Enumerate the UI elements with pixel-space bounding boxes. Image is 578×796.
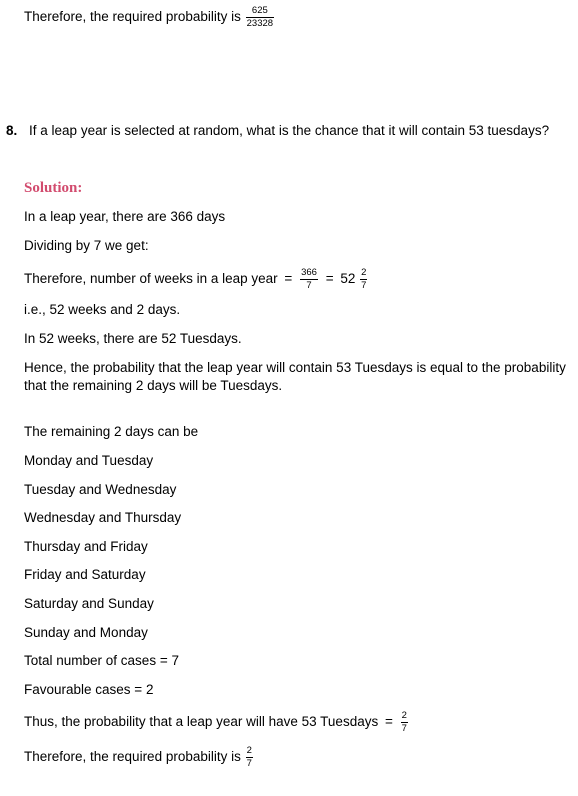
fraction-denominator: 7 bbox=[401, 723, 407, 734]
final-text: Therefore, the required probability is bbox=[24, 749, 241, 765]
fraction-denominator: 23328 bbox=[246, 18, 274, 29]
text-line-1: In a leap year, there are 366 days bbox=[24, 209, 226, 224]
list-item: Wednesday and Thursday bbox=[24, 510, 182, 525]
text-line-5: In 52 weeks, there are 52 Tuesdays. bbox=[24, 331, 242, 346]
thus-fraction bbox=[401, 711, 408, 734]
fraction-denominator: 7 bbox=[361, 280, 367, 291]
list-item: Thursday and Friday bbox=[24, 539, 148, 554]
mixed-whole: 52 bbox=[340, 271, 356, 287]
favourable-cases: Favourable cases = 2 bbox=[24, 682, 154, 697]
list-item: Saturday and Sunday bbox=[24, 596, 154, 611]
final-fraction bbox=[246, 746, 253, 769]
fraction-denominator: 7 bbox=[246, 758, 252, 769]
equals-sign: = bbox=[384, 714, 393, 730]
question-text: If a leap year is selected at random, what is the chance that it will contain 53 tuesdays? bbox=[29, 123, 550, 138]
top-probability-fraction bbox=[246, 6, 274, 29]
fraction-numerator: 2 bbox=[401, 710, 407, 721]
mixed-fraction bbox=[360, 268, 367, 291]
fraction-denominator: 7 bbox=[306, 280, 312, 291]
total-cases: Total number of cases = 7 bbox=[24, 653, 179, 668]
list-item: Monday and Tuesday bbox=[24, 453, 154, 468]
text-line-2: Dividing by 7 we get: bbox=[24, 238, 149, 253]
text-line-4: i.e., 52 weeks and 2 days. bbox=[24, 302, 181, 317]
weeks-equation bbox=[24, 268, 368, 291]
equals-sign: = bbox=[325, 271, 334, 287]
weeks-fraction bbox=[300, 268, 318, 291]
list-item: Friday and Saturday bbox=[24, 567, 146, 582]
fraction-numerator: 625 bbox=[246, 6, 274, 18]
fraction-numerator: 2 bbox=[246, 745, 252, 756]
fraction-numerator: 2 bbox=[361, 267, 367, 278]
weeks-text: Therefore, number of weeks in a leap year bbox=[24, 271, 278, 287]
solution-label: Solution: bbox=[24, 180, 83, 196]
thus-text: Thus, the probability that a leap year will have 53 Tuesdays bbox=[24, 714, 379, 730]
text-line-7: The remaining 2 days can be bbox=[24, 424, 199, 439]
question-number: 8. bbox=[6, 123, 18, 138]
fraction-numerator: 366 bbox=[301, 267, 317, 278]
text-line-6b: that the remaining 2 days will be Tuesdays. bbox=[24, 378, 283, 393]
list-item: Sunday and Monday bbox=[24, 625, 148, 640]
top-probability-text: Therefore, the required probability is bbox=[24, 9, 241, 25]
list-item: Tuesday and Wednesday bbox=[24, 482, 177, 497]
equals-sign: = bbox=[284, 271, 293, 287]
question-8 bbox=[6, 122, 549, 140]
top-probability-line bbox=[24, 6, 275, 29]
thus-probability-line bbox=[24, 711, 409, 734]
text-line-6a: Hence, the probability that the leap year will contain 53 Tuesdays is equal to the probability bbox=[24, 360, 566, 375]
final-probability-line bbox=[24, 746, 254, 769]
